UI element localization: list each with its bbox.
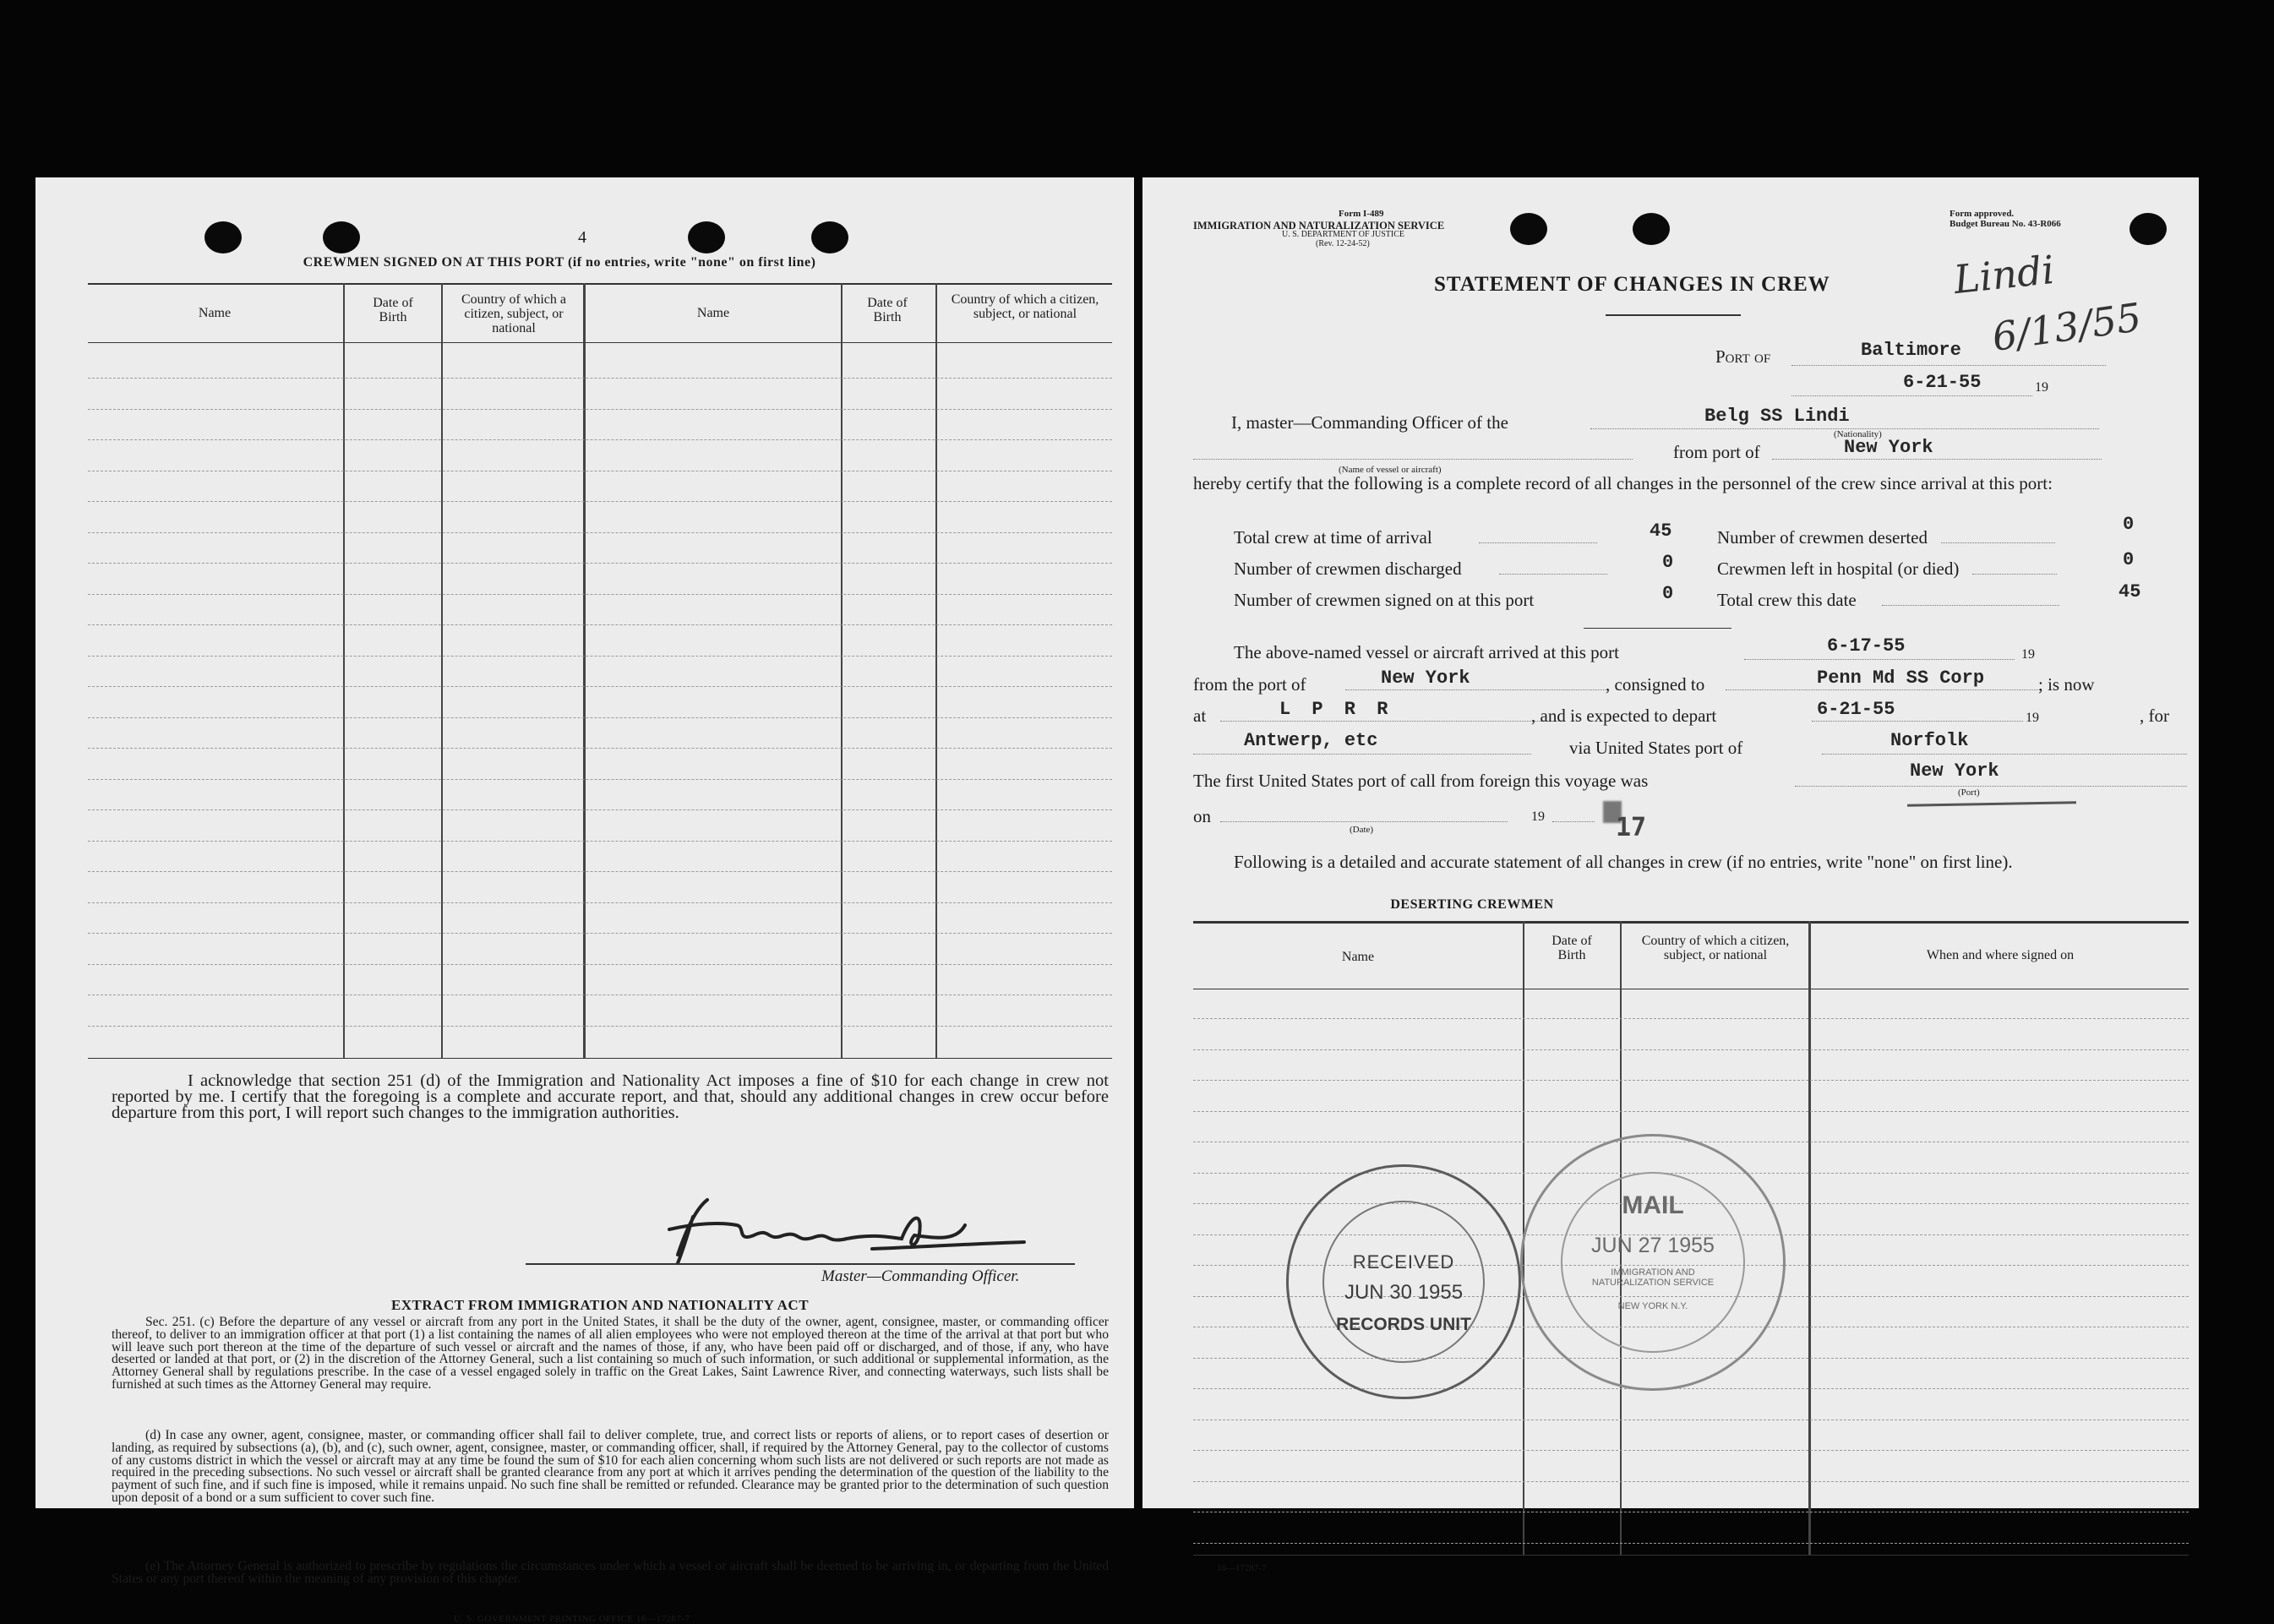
deserting-col-signed-on: When and where signed on [1926, 948, 2075, 962]
table-row [88, 439, 1112, 440]
table-row [1193, 1388, 2189, 1389]
table-column-divider [441, 283, 443, 1058]
records-stamp-line1: RECEIVED [1352, 1251, 1455, 1272]
total-today-value: 45 [2119, 581, 2141, 602]
signature-line [526, 1263, 1075, 1265]
deserting-col-name: Name [1341, 950, 1375, 964]
section-rule [1584, 628, 1731, 629]
table-row [88, 779, 1112, 780]
table-row [88, 809, 1112, 810]
handwritten-stroke [1907, 801, 2076, 806]
consigned-fill-line [1726, 689, 2040, 690]
table-row [88, 748, 1112, 749]
mail-stamp-title: MAIL [1622, 1191, 1684, 1219]
leader-dots [1499, 574, 1607, 575]
vessel-value: Belg SS Lindi [1704, 406, 1850, 427]
on-fill-line [1220, 821, 1508, 822]
first-port-label: The first United States port of call from foreign this voyage was [1193, 771, 1649, 791]
punch-hole [1510, 213, 1547, 245]
hospital-label: Crewmen left in hospital (or died) [1717, 559, 1960, 579]
from-the-port-fill-line [1345, 689, 1607, 690]
extract-section-c: Sec. 251. (c) Before the departure of any vessel or aircraft from any port in the United States, it shall be the duty of the owner, agent, consignee, master, or commanding officer thereof, to deliver to an immigration officer at that port (1) a list containing the names of all alien employees who were not employed thereon at the time of the arrival at that port but who will leave such port thereon at the time of the departure of such vessel or aircraft and the names of those, if any, who have been paid off or discharged, and of those, if any, who have deserted or landed at that port, or (2) in the discretion of the Attorney General, such a list containing so much of such information, or such additional or supplemental information, as the Attorney General shall by regulations prescribe. In the case of a vessel engaged solely in traffic on the Great Lakes, Saint Lawrence River, and connecting waterways, such lists shall be furnished at such times as the Attorney General may require. [112, 1315, 1109, 1392]
year-prefix: 19 [2026, 711, 2039, 725]
overwritten-number: 17 [1616, 813, 1647, 842]
discharged-value: 0 [1662, 552, 1674, 573]
table-row [88, 717, 1112, 718]
year-prefix: 19 [2021, 647, 2035, 662]
deserting-table-bottom-rule [1193, 1555, 2189, 1556]
table-row [1193, 1018, 2189, 1019]
from-port-label: from port of [1673, 442, 1760, 462]
department-name: U. S. DEPARTMENT OF JUSTICE [1282, 230, 1404, 239]
from-port-value: New York [1844, 437, 1933, 458]
records-unit-stamp [1286, 1164, 1521, 1399]
col-dob-header: Date of Birth [373, 296, 413, 324]
deserting-col-country: Country of which a citizen, subject, or national [1641, 934, 1790, 962]
table-row [1193, 1111, 2189, 1112]
table-row [1193, 1080, 2189, 1081]
form-number: Form I-489 [1339, 209, 1384, 219]
date-caption: (Date) [1350, 825, 1374, 835]
report-date: 6-21-55 [1903, 372, 1982, 393]
leader-dots [1479, 542, 1597, 543]
arrived-fill-line [1744, 659, 2015, 660]
punch-hole [2129, 213, 2167, 245]
agency-name: IMMIGRATION AND NATURALIZATION SERVICE [1193, 220, 1445, 232]
table-header-rule [88, 342, 1112, 343]
acknowledgement-text: I acknowledge that section 251 (d) of the Immigration and Nationality Act imposes a fine of $10 for each change in crew not reported by me. I certify that the foregoing is a complete and accurate report, and that, should any additional changes in crew occur before departure from this port, I will report such changes to the immigration authorities. [112, 1071, 1109, 1122]
first-port-value: New York [1910, 760, 1999, 782]
table-row [88, 933, 1112, 934]
year-prefix: 19 [1531, 809, 1545, 824]
signed-on-value: 0 [1662, 583, 1674, 604]
table-row [88, 1026, 1112, 1027]
records-stamp-date: JUN 30 1955 [1344, 1281, 1464, 1304]
year-fill-line [1552, 821, 1595, 822]
leader-dots [1972, 574, 2057, 575]
records-stamp-unit: RECORDS UNIT [1336, 1315, 1471, 1334]
col-name-header: Name [198, 306, 232, 320]
master-signature [619, 1183, 1092, 1276]
table-row [88, 624, 1112, 625]
nationality-caption: (Nationality) [1834, 429, 1882, 439]
form-title: STATEMENT OF CHANGES IN CREW [1434, 273, 1830, 296]
table-column-divider [343, 283, 345, 1058]
crew-at-arrival-value: 45 [1650, 520, 1672, 542]
deserting-col-dob: Date of Birth [1551, 934, 1592, 962]
date-fill-line [1791, 395, 2032, 396]
col-country-header: Country of which a citizen, subject, or national [951, 292, 1099, 321]
discharged-label: Number of crewmen discharged [1234, 559, 1462, 579]
port-caption: (Port) [1958, 787, 1980, 798]
table-column-divider [583, 283, 586, 1058]
deserting-table-top-rule [1193, 921, 2189, 924]
certify-text: hereby certify that the following is a complete record of all changes in the personnel of the crew since arrival at this port: [1193, 473, 2053, 493]
table-bottom-rule [88, 1058, 1112, 1059]
extract-section-d: (d) In case any owner, agent, consignee, master, or commanding officer shall fail to deliver complete, true, and correct lists or reports of aliens, or to report cases of desertion or landing, as required by subsections (a), (b), and (c), such owner, agent, consignee, master, or commanding officer, shall, if required by the Attorney General, pay to the collector of customs of any customs district in which the vessel or aircraft may at any time be found the sum of $10 for each alien concerning whom such lists are not delivered or such reports are not made as required in the preceding subsections. No such vessel or aircraft shall be granted clearance from any port at which it arrives pending the determination of the question of the liability to the payment of such fine, and if such fine is imposed, while it remains unpaid. No such fine shall be remitted or refunded. Clearance may be granted prior to the determination of such question upon deposit of a bond or a sum sufficient to cover such fine. [112, 1428, 1109, 1505]
via-value: Norfolk [1890, 730, 1969, 751]
depart-fill-line [1812, 721, 2023, 722]
table-column-divider [935, 283, 937, 1058]
punch-hole [1633, 213, 1670, 245]
signature-caption: Master—Commanding Officer. [821, 1267, 1020, 1285]
table-row [88, 656, 1112, 657]
table-row [1193, 1481, 2189, 1482]
table-row [88, 902, 1112, 903]
from-the-port-label: from the port of [1193, 674, 1306, 695]
table-row [88, 501, 1112, 502]
punch-hole [323, 221, 360, 253]
vessel-name-caption: (Name of vessel or aircraft) [1339, 465, 1442, 475]
col-dob-header: Date of Birth [867, 296, 908, 324]
signed-on-label: Number of crewmen signed on at this port [1234, 590, 1535, 610]
hospital-value: 0 [2123, 549, 2135, 570]
mail-stamp-date: JUN 27 1955 [1591, 1234, 1715, 1257]
right-page [1142, 177, 2199, 1573]
port-label: Port of [1715, 346, 1771, 367]
consigned-label: , consigned to [1606, 674, 1705, 695]
col-country-header: Country of which a citizen, subject, or national [461, 292, 566, 335]
from-the-port-value: New York [1381, 668, 1470, 689]
destination-fill-line [1193, 754, 1531, 755]
budget-bureau-number: Budget Bureau No. 43-R066 [1950, 219, 2061, 229]
first-port-fill-line [1795, 786, 2187, 787]
deserted-value: 0 [2123, 514, 2135, 535]
depart-value: 6-21-55 [1817, 699, 1895, 720]
table-row [88, 841, 1112, 842]
following-text: Following is a detailed and accurate statement of all changes in crew (if no entries, write "none" on first line). [1234, 852, 2013, 872]
punch-hole [688, 221, 725, 253]
deserting-crewmen-title: DESERTING CREWMEN [1390, 897, 1554, 912]
table-row [1193, 1450, 2189, 1451]
table-row [1193, 1049, 2189, 1050]
table-row [88, 378, 1112, 379]
table-column-divider [1808, 921, 1811, 1555]
total-today-label: Total crew this date [1717, 590, 1857, 610]
crew-at-arrival-label: Total crew at time of arrival [1234, 527, 1432, 548]
mail-received-stamp [1520, 1134, 1786, 1391]
printing-office-line: U. S. GOVERNMENT PRINTING OFFICE 16—17287-7 [454, 1614, 690, 1624]
signed-on-table-title: CREWMEN SIGNED ON AT THIS PORT (if no entries, write "none" on first line) [303, 255, 816, 270]
for-label: , for [2140, 706, 2169, 726]
leader-dots [1941, 542, 2055, 543]
page-number: 4 [578, 228, 586, 247]
table-row [88, 964, 1112, 965]
form-approved: Form approved. [1950, 209, 2015, 219]
consigned-value: Penn Md SS Corp [1817, 668, 1985, 689]
table-row [88, 594, 1112, 595]
via-label: via United States port of [1569, 738, 1743, 758]
mail-stamp-agency: IMMIGRATION AND NATURALIZATION SERVICE [1591, 1267, 1715, 1288]
master-label: I, master—Commanding Officer of the [1231, 412, 1508, 433]
port-value: Baltimore [1861, 340, 1961, 361]
extract-title: EXTRACT FROM IMMIGRATION AND NATIONALITY ACT [390, 1297, 810, 1313]
table-row [88, 563, 1112, 564]
depart-label: , and is expected to depart [1531, 706, 1717, 726]
table-top-rule [88, 283, 1112, 285]
table-row [88, 686, 1112, 687]
vessel-name-line [1193, 459, 1633, 460]
handwritten-vessel-name: Lindi [1951, 246, 2057, 303]
handwritten-date: 6/13/55 [1989, 293, 2145, 361]
col-name-header: Name [696, 306, 730, 320]
port-fill-line [1791, 365, 2106, 366]
table-row [1193, 1543, 2189, 1544]
punch-hole [204, 221, 242, 253]
year-prefix: 19 [2035, 380, 2048, 395]
table-row [88, 409, 1112, 410]
at-value: L P R R [1279, 699, 1393, 720]
title-underline [1606, 314, 1741, 316]
is-now-label: ; is now [2038, 674, 2095, 695]
mail-stamp-city: NEW YORK N.Y. [1617, 1301, 1688, 1311]
footer-code: 16—17287-7 [1217, 1563, 1267, 1573]
via-fill-line [1822, 754, 2187, 755]
leader-dots [1882, 605, 2059, 606]
deserted-label: Number of crewmen deserted [1717, 527, 1928, 548]
arrived-label: The above-named vessel or aircraft arrived at this port [1234, 642, 1619, 662]
form-revision: (Rev. 12-24-52) [1316, 239, 1370, 248]
table-row [88, 532, 1112, 533]
on-label: on [1193, 806, 1211, 826]
destination-value: Antwerp, etc [1244, 730, 1378, 751]
from-port-fill-line [1772, 459, 2102, 460]
at-fill-line [1220, 721, 1558, 722]
table-column-divider [841, 283, 843, 1058]
left-page [35, 177, 1134, 1624]
punch-hole [811, 221, 848, 253]
arrived-value: 6-17-55 [1827, 635, 1906, 657]
extract-section-e: (e) The Attorney General is authorized to prescribe by regulations the circumstances under which a vessel or aircraft shall be deemed to be arriving in, or departing from the United States or any port thereof within the meaning of any provision of this chapter. [112, 1559, 1109, 1586]
table-row [88, 871, 1112, 872]
at-label: at [1193, 706, 1207, 726]
